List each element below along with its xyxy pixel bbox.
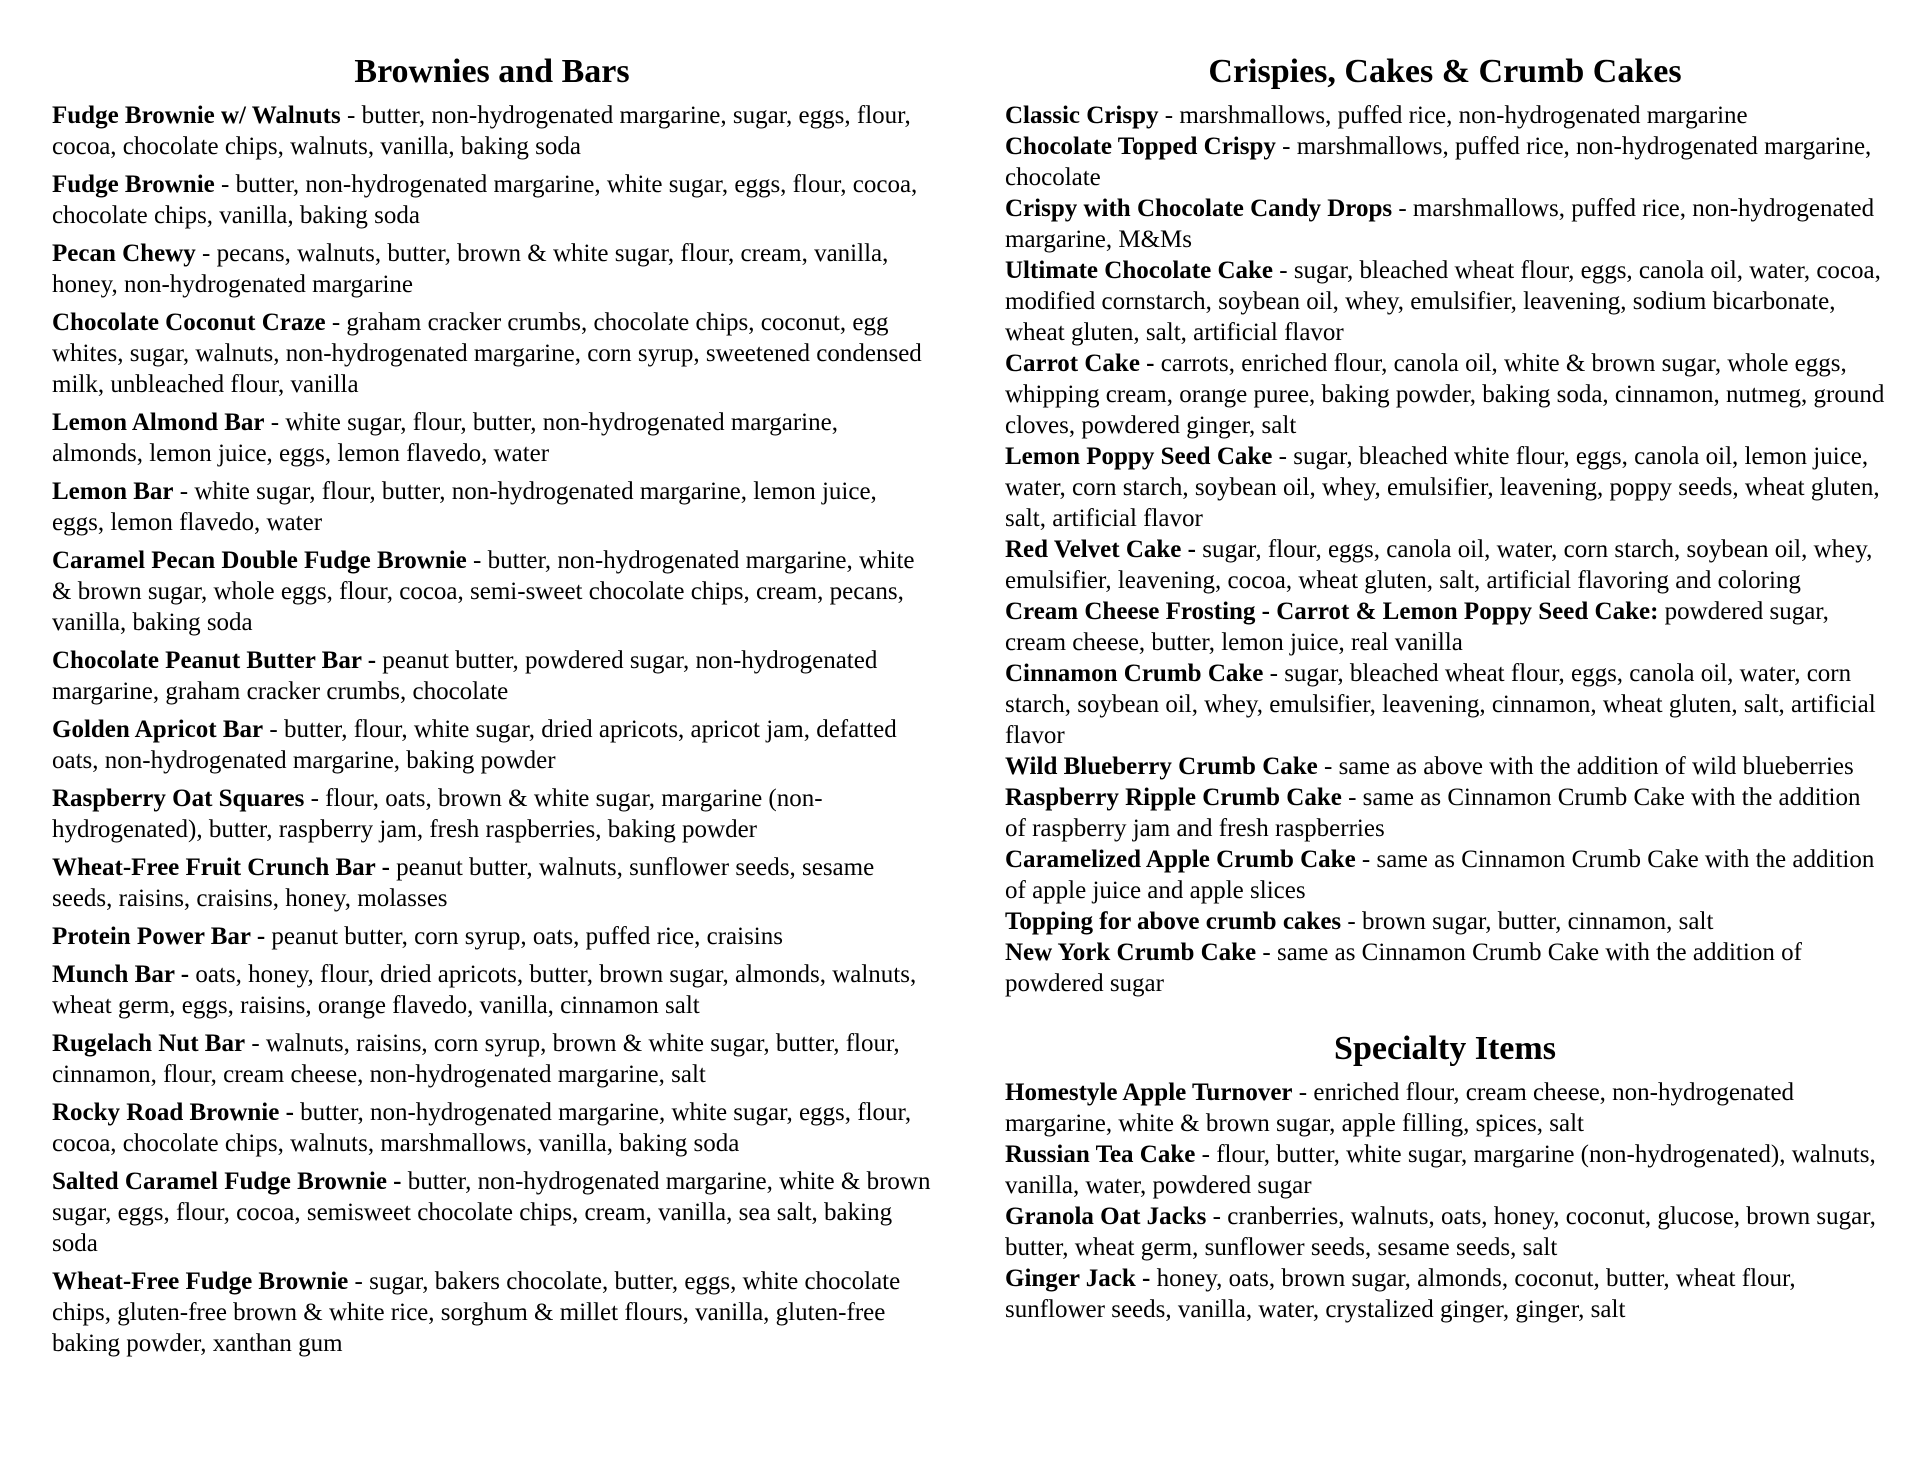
brownies-column xyxy=(52,50,932,1359)
item-ingredients: butter, non-hydrogenated margarine, white sugar, eggs, flour, cocoa, chocolate chips, walnuts, marshmallows, vanilla, baking soda xyxy=(52,1099,912,1157)
menu-item xyxy=(52,100,932,162)
menu-item xyxy=(1005,1077,1885,1139)
item-separator: - xyxy=(195,240,217,267)
menu-item xyxy=(52,1166,932,1259)
item-separator: - xyxy=(1206,1203,1228,1230)
item-name: Chocolate Topped Crispy xyxy=(1005,133,1276,160)
item-ingredients: same as Cinnamon Crumb Cake with the addition of raspberry jam and fresh raspberries xyxy=(1005,784,1861,842)
item-ingredients: marshmallows, puffed rice, non-hydrogenated margarine, M&Ms xyxy=(1005,195,1875,253)
item-name: Ginger Jack - xyxy=(1005,1265,1151,1292)
item-ingredients: sugar, bleached white flour, eggs, canola oil, lemon juice, water, corn starch, soybean oil, whey, emulsifier, leavening, poppy seeds, wheat gluten, salt, artificial flavor xyxy=(1005,443,1880,532)
item-separator: - xyxy=(1273,257,1294,284)
item-ingredients: peanut butter, corn syrup, oats, puffed rice, craisins xyxy=(271,923,783,950)
menu-item xyxy=(1005,782,1885,844)
item-separator: - xyxy=(1195,1141,1217,1168)
item-separator: - xyxy=(1341,908,1362,935)
item-name: Lemon Bar xyxy=(52,478,174,505)
item-separator: - xyxy=(245,1030,266,1057)
menu-item xyxy=(52,1028,932,1090)
menu-item xyxy=(52,1266,932,1359)
item-name: Lemon Almond Bar xyxy=(52,409,265,436)
item-name: Fudge Brownie w/ Walnuts xyxy=(52,102,341,129)
menu-item xyxy=(1005,658,1885,751)
menu-item xyxy=(52,238,932,300)
item-ingredients: carrots, enriched flour, canola oil, white & brown sugar, whole eggs, whipping cream, orange puree, baking powder, baking soda, cinnamon, nutmeg, ground cloves, powdered ginger, salt xyxy=(1005,350,1885,439)
item-ingredients: oats, honey, flour, dried apricots, butter, brown sugar, almonds, walnuts, wheat germ, eggs, raisins, orange flavedo, vanilla, cinnamon salt xyxy=(52,961,917,1019)
item-separator: - xyxy=(1292,1079,1314,1106)
item-separator: - xyxy=(1256,939,1277,966)
item-separator: - xyxy=(325,309,347,336)
item-name: Red Velvet Cake - xyxy=(1005,536,1196,563)
item-name: Caramelized Apple Crumb Cake xyxy=(1005,846,1356,873)
item-separator: - xyxy=(1263,660,1285,687)
menu-item xyxy=(1005,100,1885,131)
item-name: Lemon Poppy Seed Cake xyxy=(1005,443,1273,470)
item-name: Homestyle Apple Turnover xyxy=(1005,1079,1293,1106)
item-ingredients: pecans, walnuts, butter, brown & white sugar, flour, cream, vanilla, honey, non-hydrogenated margarine xyxy=(52,240,889,298)
section-title-specialty: Specialty Items xyxy=(1334,1030,1556,1067)
item-separator: - xyxy=(466,547,488,574)
menu-item xyxy=(52,307,932,400)
menu-item xyxy=(1005,844,1885,906)
menu-item xyxy=(52,921,932,952)
item-separator: - xyxy=(1317,753,1339,780)
item-ingredients: butter, non-hydrogenated margarine, white & brown sugar, whole eggs, flour, cocoa, semi-sweet chocolate chips, cream, pecans, vanilla, baking soda xyxy=(52,547,915,636)
item-separator: - xyxy=(1341,784,1363,811)
item-separator: - xyxy=(1355,846,1377,873)
item-ingredients: white sugar, flour, butter, non-hydrogenated margarine, almonds, lemon juice, eggs, lemon flavedo, water xyxy=(52,409,838,467)
menu-item xyxy=(52,852,932,914)
item-separator: - xyxy=(214,171,236,198)
item-separator: - xyxy=(263,716,284,743)
item-name: Raspberry Ripple Crumb Cake xyxy=(1005,784,1342,811)
item-name: Wild Blueberry Crumb Cake xyxy=(1005,753,1318,780)
menu-item xyxy=(52,169,932,231)
item-ingredients: brown sugar, butter, cinnamon, salt xyxy=(1362,908,1714,935)
section-title-crispies: Crispies, Cakes & Crumb Cakes xyxy=(1208,53,1682,90)
menu-item xyxy=(1005,348,1885,441)
item-name: Crispy with Chocolate Candy Drops xyxy=(1005,195,1393,222)
item-name: Classic Crispy xyxy=(1005,102,1159,129)
item-name: Fudge Brownie xyxy=(52,171,215,198)
menu-item xyxy=(52,714,932,776)
menu-item xyxy=(52,959,932,1021)
item-ingredients: flour, oats, brown & white sugar, margarine (non-hydrogenated), butter, raspberry jam, fresh raspberries, baking powder xyxy=(52,785,823,843)
item-ingredients: butter, non-hydrogenated margarine, white sugar, eggs, flour, cocoa, chocolate chips, vanilla, baking soda xyxy=(52,171,918,229)
menu-item xyxy=(1005,1139,1885,1201)
item-name: Chocolate Peanut Butter Bar - xyxy=(52,647,377,674)
item-name: Topping for above crumb cakes xyxy=(1005,908,1342,935)
item-name: Caramel Pecan Double Fudge Brownie xyxy=(52,547,467,574)
item-ingredients: same as Cinnamon Crumb Cake with the addition of powdered sugar xyxy=(1005,939,1802,997)
item-ingredients: cranberries, walnuts, oats, honey, coconut, glucose, brown sugar, butter, wheat germ, sunflower seeds, sesame seeds, salt xyxy=(1005,1203,1876,1261)
item-ingredients: graham cracker crumbs, chocolate chips, coconut, egg whites, sugar, walnuts, non-hydrogenated margarine, corn syrup, sweetened condensed milk, unbleached flour, vanilla xyxy=(52,309,922,398)
item-separator: - xyxy=(1158,102,1180,129)
item-ingredients: butter, flour, white sugar, dried apricots, apricot jam, defatted oats, non-hydrogenated margarine, baking powder xyxy=(52,716,897,774)
item-name: Pecan Chewy xyxy=(52,240,196,267)
item-separator: - xyxy=(1272,443,1294,470)
item-name: Golden Apricot Bar xyxy=(52,716,264,743)
item-ingredients: same as Cinnamon Crumb Cake with the addition of apple juice and apple slices xyxy=(1005,846,1875,904)
item-name: Raspberry Oat Squares xyxy=(52,785,305,812)
item-name: Russian Tea Cake xyxy=(1005,1141,1196,1168)
item-ingredients: sugar, flour, eggs, canola oil, water, corn starch, soybean oil, whey, emulsifier, leavening, cocoa, wheat gluten, salt, artificial flavoring and coloring xyxy=(1005,536,1873,594)
menu-item xyxy=(1005,906,1885,937)
menu-item xyxy=(52,476,932,538)
item-name: Wheat-Free Fruit Crunch Bar - xyxy=(52,854,390,881)
menu-item xyxy=(1005,937,1885,999)
item-ingredients: sugar, bleached wheat flour, eggs, canola oil, water, corn starch, soybean oil, whey, emulsifier, leavening, cinnamon, wheat gluten, salt, artificial flavor xyxy=(1005,660,1876,749)
menu-item xyxy=(1005,596,1885,658)
item-ingredients: sugar, bakers chocolate, butter, eggs, white chocolate chips, gluten-free brown & white rice, sorghum & millet flours, vanilla, gluten-free baking powder, xanthan gum xyxy=(52,1268,901,1357)
item-separator: - xyxy=(1392,195,1413,222)
menu-item xyxy=(52,783,932,845)
item-ingredients: sugar, bleached wheat flour, eggs, canola oil, water, cocoa, modified cornstarch, soybean oil, whey, emulsifier, leavening, sodium bicarbonate, wheat gluten, salt, artificial flavor xyxy=(1005,257,1881,346)
item-separator: - xyxy=(1275,133,1297,160)
item-separator: - xyxy=(264,409,286,436)
menu-item xyxy=(52,545,932,638)
menu-item xyxy=(1005,1263,1885,1325)
item-name: Munch Bar - xyxy=(52,961,190,988)
item-separator: - xyxy=(340,102,362,129)
menu-item xyxy=(52,407,932,469)
menu-item xyxy=(1005,131,1885,193)
item-ingredients: same as above with the addition of wild blueberries xyxy=(1338,753,1854,780)
menu-item xyxy=(1005,255,1885,348)
item-name: Salted Caramel Fudge Brownie - xyxy=(52,1168,402,1195)
cakes-column xyxy=(1005,50,1885,1325)
item-name: Ultimate Chocolate Cake xyxy=(1005,257,1273,284)
item-separator: - xyxy=(304,785,326,812)
item-ingredients: butter, non-hydrogenated margarine, white & brown sugar, eggs, flour, cocoa, semisweet chocolate chips, cream, vanilla, sea salt, baking soda xyxy=(52,1168,931,1257)
item-ingredients: peanut butter, walnuts, sunflower seeds, sesame seeds, raisins, craisins, honey, molasses xyxy=(52,854,875,912)
item-name: Rocky Road Brownie - xyxy=(52,1099,294,1126)
item-ingredients: honey, oats, brown sugar, almonds, coconut, butter, wheat flour, sunflower seeds, vanilla, water, crystalized ginger, ginger, salt xyxy=(1005,1265,1796,1323)
item-name: Carrot Cake - xyxy=(1005,350,1155,377)
menu-item xyxy=(1005,1201,1885,1263)
brownies-list xyxy=(52,100,932,1359)
item-ingredients: powdered sugar, cream cheese, butter, lemon juice, real vanilla xyxy=(1005,598,1829,656)
item-name: New York Crumb Cake xyxy=(1005,939,1257,966)
item-ingredients: enriched flour, cream cheese, non-hydrogenated margarine, white & brown sugar, apple filling, spices, salt xyxy=(1005,1079,1795,1137)
specialty-list xyxy=(1005,1077,1885,1325)
item-ingredients: butter, non-hydrogenated margarine, sugar, eggs, flour, cocoa, chocolate chips, walnuts, vanilla, baking soda xyxy=(52,102,911,160)
menu-item xyxy=(52,645,932,707)
item-ingredients: white sugar, flour, butter, non-hydrogenated margarine, lemon juice, eggs, lemon flavedo, water xyxy=(52,478,877,536)
item-ingredients: marshmallows, puffed rice, non-hydrogenated margarine, chocolate xyxy=(1005,133,1872,191)
item-ingredients: peanut butter, powdered sugar, non-hydrogenated margarine, graham cracker crumbs, chocolate xyxy=(52,647,878,705)
menu-item xyxy=(1005,751,1885,782)
crispies-list xyxy=(1005,100,1885,999)
menu-item xyxy=(1005,193,1885,255)
menu-item xyxy=(52,1097,932,1159)
item-name: Rugelach Nut Bar xyxy=(52,1030,246,1057)
menu-item xyxy=(1005,441,1885,534)
item-name: Cinnamon Crumb Cake xyxy=(1005,660,1264,687)
item-name: Protein Power Bar - xyxy=(52,923,266,950)
item-name: Cream Cheese Frosting - Carrot & Lemon Poppy Seed Cake: xyxy=(1005,598,1659,625)
item-name: Wheat-Free Fudge Brownie xyxy=(52,1268,349,1295)
item-ingredients: walnuts, raisins, corn syrup, brown & white sugar, butter, flour, cinnamon, flour, cream cheese, non-hydrogenated margarine, salt xyxy=(52,1030,900,1088)
item-ingredients: flour, butter, white sugar, margarine (non-hydrogenated), walnuts, vanilla, water, powdered sugar xyxy=(1005,1141,1876,1199)
item-name: Chocolate Coconut Craze xyxy=(52,309,326,336)
item-separator: - xyxy=(173,478,195,505)
item-separator: - xyxy=(348,1268,370,1295)
section-title-brownies: Brownies and Bars xyxy=(354,53,630,90)
menu-item xyxy=(1005,534,1885,596)
item-ingredients: marshmallows, puffed rice, non-hydrogenated margarine xyxy=(1179,102,1748,129)
item-name: Granola Oat Jacks xyxy=(1005,1203,1207,1230)
